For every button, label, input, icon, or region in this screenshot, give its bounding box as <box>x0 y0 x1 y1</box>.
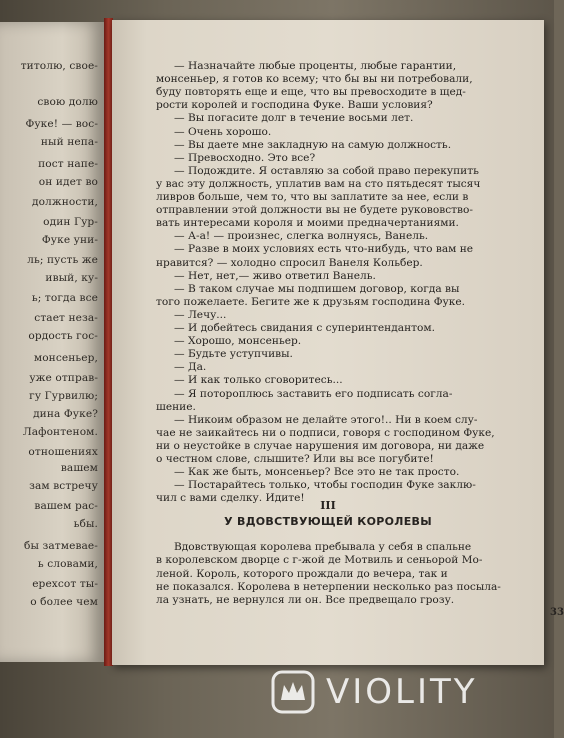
chapter-text-line: в королевском дворце с г-жой де Мотвиль и сеньорой Мо- <box>156 554 483 567</box>
text-line: — Будьте уступчивы. <box>174 348 293 361</box>
text-line: — Превосходно. Это все? <box>174 151 316 164</box>
left-page-fragment: пост напе- <box>38 158 98 170</box>
left-page-fragment: ь; тогда все <box>31 292 98 304</box>
text-line: буду повторять еще и еще, что вы превосходите в щед- <box>156 86 466 99</box>
left-page-fragment: Фуке! — вос- <box>25 118 98 130</box>
text-line: монсеньер, я готов ко всему; что бы вы ни потребовали, <box>156 73 473 86</box>
page-number: 33 <box>550 607 564 618</box>
text-line: — И добейтесь свидания с суперинтендантом. <box>174 322 435 334</box>
left-page-fragment: отношениях <box>28 446 98 458</box>
left-page-fragment: зам встречу <box>29 480 98 492</box>
chapter-text-line: Вдовствующая королева пребывала у себя в спальне <box>174 541 472 553</box>
left-page-fragment: дина Фуке? <box>33 408 98 420</box>
right-page <box>112 20 564 665</box>
text-line: — Как же быть, монсеньер? Все это не так просто. <box>174 466 460 479</box>
text-line: — В таком случае мы подпишем договор, когда вы <box>174 282 460 295</box>
text-line: — Очень хорошо. <box>174 125 272 138</box>
left-page-fragment: гу Гурвилю; <box>29 390 98 402</box>
left-page-fragment: ный непа- <box>40 136 98 148</box>
left-page-fragment: Фуке уни- <box>41 234 98 246</box>
chapter-title: У ВДОВСТВУЮЩЕЙ КОРОЛЕВЫ <box>224 515 432 528</box>
left-page-fragment: ьбы. <box>73 518 98 530</box>
watermark-text: VIOLITY <box>326 672 478 712</box>
left-page-fragment: ерехсот ты- <box>32 578 98 590</box>
left-page-fragment: ордость гос- <box>28 330 98 342</box>
text-line: — Вы погасите долг в течение восьми лет. <box>174 112 414 125</box>
left-page-fragment: ивый, ку- <box>45 272 98 284</box>
text-line: ни о неустойке в случае нарушения им договора, ни даже <box>156 439 485 452</box>
text-line: рости королей и господина Фуке. Ваши условия? <box>156 99 433 112</box>
text-line: — Назначайте любые проценты, любые гарантии, <box>174 60 457 72</box>
text-line: у вас эту должность, уплатив вам на сто пятьдесят тысяч <box>156 177 481 190</box>
left-page-fragment: Лафонтеном. <box>22 426 98 438</box>
text-line: того пожелаете. Бегите же к друзьям господина Фуке. <box>156 295 465 308</box>
text-line: — Вы даете мне закладную на самую должность. <box>174 138 452 151</box>
left-page-fragment: свою долю <box>37 96 98 108</box>
text-line: чае не заикайтесь ни о подписи, говоря с господином Фуке, <box>156 426 495 439</box>
left-page-fragment: титолю, свое- <box>20 60 98 72</box>
left-page-fragment: один Гур- <box>43 216 98 228</box>
left-page-fragment: уже отправ- <box>29 372 98 384</box>
left-page-fragment: стает неза- <box>34 312 98 324</box>
text-line: — Хорошо, монсеньер. <box>174 335 302 348</box>
text-line: — Постарайтесь только, чтобы господин Фуке заклю- <box>174 479 476 492</box>
text-line: — Подождите. Я оставляю за собой право перекупить <box>174 164 479 177</box>
text-line: нравится? — холодно спросил Ванеля Кольбер. <box>156 256 423 269</box>
text-line: — А-а! — произнес, слегка волнуясь, Ванель. <box>174 230 429 243</box>
text-line: отправлении этой должности вы не будете рукововство- <box>156 204 473 217</box>
text-line: о честном слове, слышите? Или вы все погубите! <box>156 453 434 465</box>
left-page-fragment: ь словами, <box>37 558 98 570</box>
text-line: — Лечу... <box>174 308 227 321</box>
text-line: — Да. <box>174 361 207 374</box>
chapter-text-line: ла узнать, не вернулся ли он. Все предвещало грозу. <box>156 594 455 607</box>
text-line: ливров больше, чем то, что вы заплатите за нее, если в <box>156 191 469 203</box>
left-page-fragment: ль; пусть же <box>27 254 98 266</box>
left-page-fragment: вашем рас- <box>34 500 98 512</box>
left-page-fragment: о более чем <box>30 596 98 608</box>
chapter-text-line: леной. Король, которого прождали до вечера, так и <box>156 567 448 580</box>
text-line: — Нет, нет,— живо ответил Ванель. <box>174 269 376 282</box>
violity-watermark <box>270 662 540 722</box>
left-page <box>0 22 104 662</box>
text-line: — Я потороплюсь заставить его подписать согла- <box>174 387 453 400</box>
left-page-fragment: вашем <box>60 462 98 474</box>
text-line: — И как только сговоритесь... <box>174 374 343 387</box>
text-line: — Разве в моих условиях есть что-нибудь, что вам не <box>174 243 474 256</box>
left-page-fragment: он идет во <box>38 176 98 188</box>
text-line: чил с вами сделку. Идите! <box>156 492 305 505</box>
text-line: — Никоим образом не делайте этого!.. Ни в коем слу- <box>174 413 478 426</box>
left-page-fragment: монсеньер, <box>33 352 98 364</box>
text-line: шение. <box>156 400 196 413</box>
left-page-fragment: должности, <box>31 196 98 208</box>
chapter-text-line: не показался. Королева в нетерпении несколько раз посыла- <box>156 580 501 593</box>
crown-logo-icon <box>270 669 316 715</box>
chapter-number: III <box>320 499 336 512</box>
left-page-fragment: бы затмевае- <box>24 540 98 552</box>
text-line: вать интересами короля и моими предначертаниями. <box>156 217 459 230</box>
